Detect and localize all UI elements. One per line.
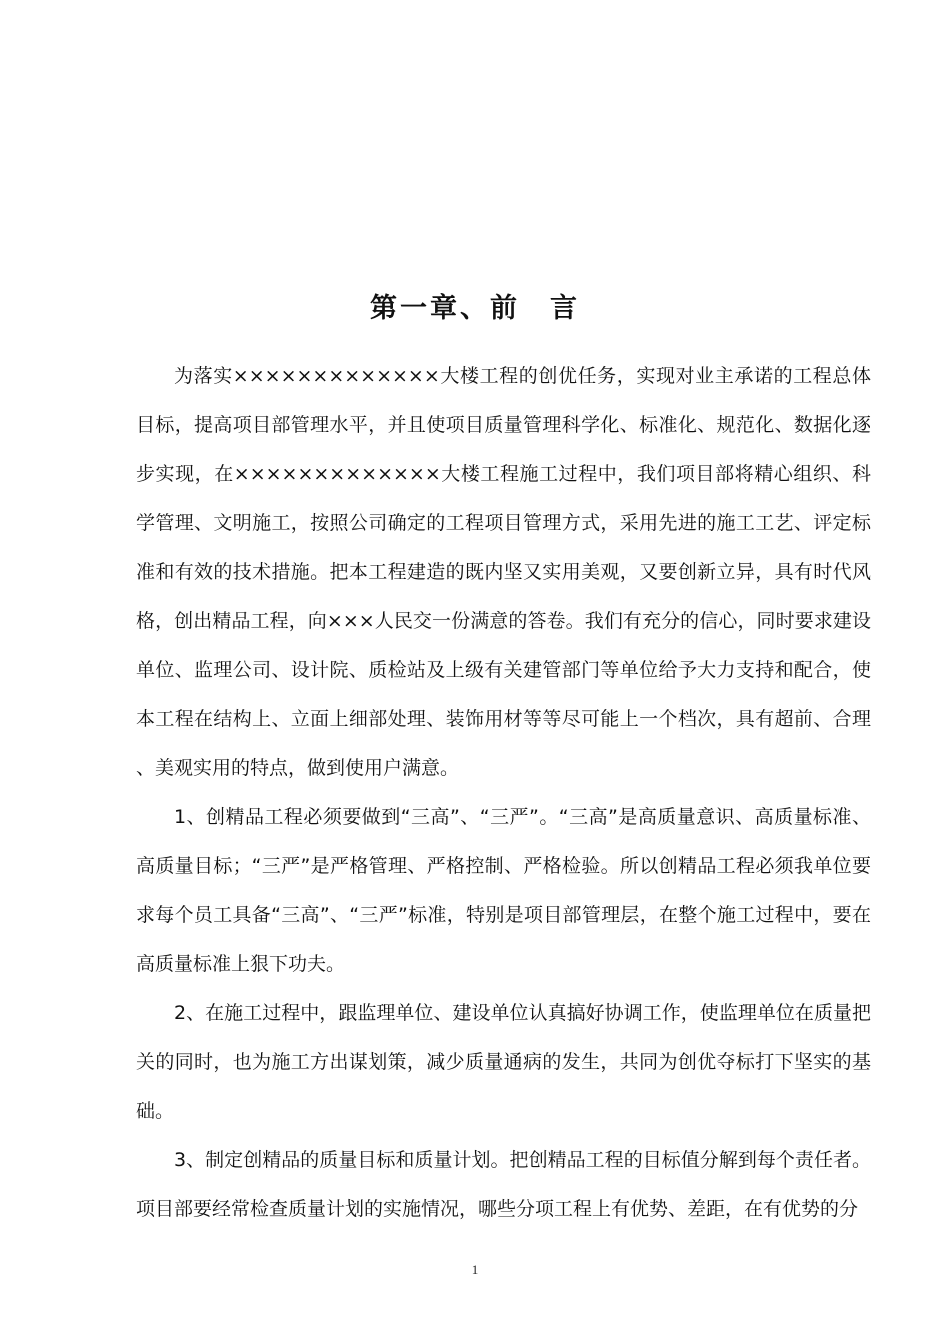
- chapter-title-left: 第一章、前: [370, 293, 520, 324]
- page-number: 1: [471, 1262, 479, 1277]
- paragraph-item-1: 1、创精品工程必须要做到“三高”、“三严”。“三高”是高质量意识、高质量标准、高质量目标；“三严”是严格管理、严格控制、严格检验。所以创精品工程必须我单位要求每个员工具备“三高”、“三严”标准，特别是项目部管理层，在整个施工过程中，要在高质量标准上狠下功夫。: [136, 806, 871, 975]
- chapter-title-right: 言: [550, 293, 580, 324]
- paragraph-item-2: 2、在施工过程中，跟监理单位、建设单位认真搞好协调工作，使监理单位在质量把关的同时，也为施工方出谋划策，减少质量通病的发生，共同为创优夺标打下坚实的基础。: [136, 1002, 871, 1122]
- body-text: [136, 352, 871, 1234]
- paragraph-intro: 为落实×××××××××××××大楼工程的创优任务，实现对业主承诺的工程总体目标，提高项目部管理水平，并且使项目质量管理科学化、标准化、规范化、数据化逐步实现，在×××××××××××××大楼工程施工过程中，我们项目部将精心组织、科学管理、文明施工，按照公司确定的工程项目管理方式，采用先进的施工工艺、评定标准和有效的技术措施。把本工程建造的既内坚又实用美观，又要创新立异，具有时代风格，创出精品工程，向×××人民交一份满意的答卷。我们有充分的信心，同时要求建设单位、监理公司、设计院、质检站及上级有关建管部门等单位给予大力支持和配合，使本工程在结构上、立面上细部处理、装饰用材等等尽可能上一个档次，具有超前、合理、美观实用的特点，做到使用户满意。: [136, 365, 871, 779]
- paragraph-item-3: 3、制定创精品的质量目标和质量计划。把创精品工程的目标值分解到每个责任者。项目部要经常检查质量计划的实施情况，哪些分项工程上有优势、差距，在有优势的分: [136, 1149, 871, 1220]
- chapter-title: [0, 286, 950, 325]
